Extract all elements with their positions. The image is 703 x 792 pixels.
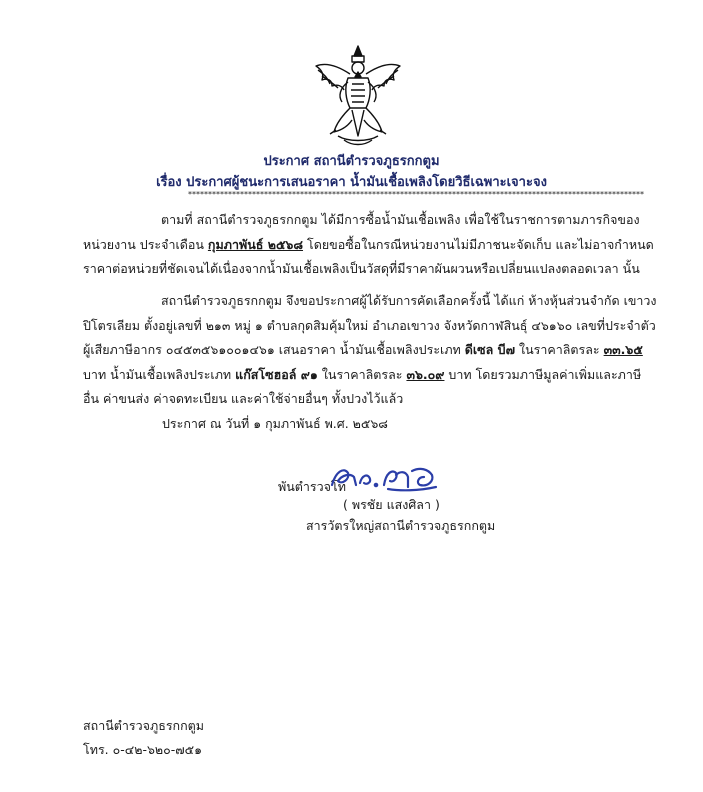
diesel-price: ๓๓.๖๕ <box>603 342 643 357</box>
para2-line3: ผู้เสียภาษีอากร ๐๔๕๓๕๖๑๐๐๑๔๖๑ เสนอราคา น้ำมันเชื้อเพลิงประเภท ดีเซล บี๗ ในราคาลิตรละ ๓๓.๖๕ <box>83 342 643 357</box>
separator-line: ****************************************************************************************************************** <box>188 190 644 199</box>
para1-line1: ตามที่ สถานีตำรวจภูธรกกตูม ได้มีการซื้อน้ำมันเชื้อเพลิง เพื่อใช้ในราชการตามภารกิจของ <box>161 212 640 227</box>
para1-line2: หน่วยงาน ประจำเดือน กุมภาพันธ์ ๒๕๖๘ โดยขอซื้อในกรณีหน่วยงานไม่มีภาชนะจัดเก็บ และไม่อาจกำหนด <box>83 236 654 252</box>
para1-line3: ราคาต่อหน่วยที่ชัดเจนได้เนื่องจากน้ำมันเชื้อเพลิงเป็นวัสดุที่มีราคาผันผวนหรือเปลี่ยนแปลงตลอดเวลา นั้น <box>83 261 640 276</box>
para2-line2: ปิโตรเลียม ตั้งอยู่เลขที่ ๒๑๓ หมู่ ๑ ตำบลกุดสิมคุ้มใหม่ อำเภอเขาวง จังหวัดกาฬสินธุ์ ๔๖๑๖๐ เลขที่ประจำตัว <box>83 317 656 333</box>
fuel-gasohol-label: แก๊สโซฮอล์ ๙๑ <box>235 366 318 382</box>
paragraph-winner <box>83 289 657 412</box>
signer-rank: พันตำรวจโท <box>278 479 346 494</box>
announcement-date: ประกาศ ณ วันที่ ๑ กุมภาพันธ์ พ.ศ. ๒๕๖๘ <box>162 416 388 431</box>
signer-name: ( พรชัย แสงศิลา ) <box>343 497 440 512</box>
footer-phone: โทร. ๐-๔๒-๖๒๐-๗๕๑ <box>83 742 203 757</box>
announcement-subject: เรื่อง ประกาศผู้ชนะการเสนอราคา น้ำมันเชื้อเพลิงโดยวิธีเฉพาะเจาะจง <box>156 175 547 190</box>
footer-office: สถานีตำรวจภูธรกกตูม <box>83 718 205 733</box>
paragraph-procurement <box>83 208 654 282</box>
gasohol-price: ๓๖.๐๙ <box>406 366 445 382</box>
para2-line4: บาท น้ำมันเชื้อเพลิงประเภท แก๊สโซฮอล์ ๙๑ ในราคาลิตรละ ๓๖.๐๙ บาท โดยรวมภาษีมูลค่าเพิ่มและภาษี <box>83 366 642 382</box>
para2-line5: อื่น ค่าขนส่ง ค่าจดทะเบียน และค่าใช้จ่ายอื่นๆ ทั้งปวงไว้แล้ว <box>83 391 404 406</box>
month-label: กุมภาพันธ์ ๒๕๖๘ <box>207 236 304 252</box>
garuda-emblem-icon <box>308 44 408 148</box>
signer-position: สารวัตรใหญ่สถานีตำรวจภูธรกกตูม <box>306 518 496 533</box>
handwritten-signature <box>328 461 440 495</box>
fuel-diesel-label: ดีเซล บี๗ <box>464 342 516 357</box>
para2-line1: สถานีตำรวจภูธรกกตูม จึงขอประกาศผู้ได้รับการคัดเลือกครั้งนี้ ได้แก่ ห้างหุ้นส่วนจำกัด เขาวง <box>161 293 657 308</box>
announcement-title: ประกาศ สถานีตำรวจภูธรกกตูม <box>263 154 440 169</box>
